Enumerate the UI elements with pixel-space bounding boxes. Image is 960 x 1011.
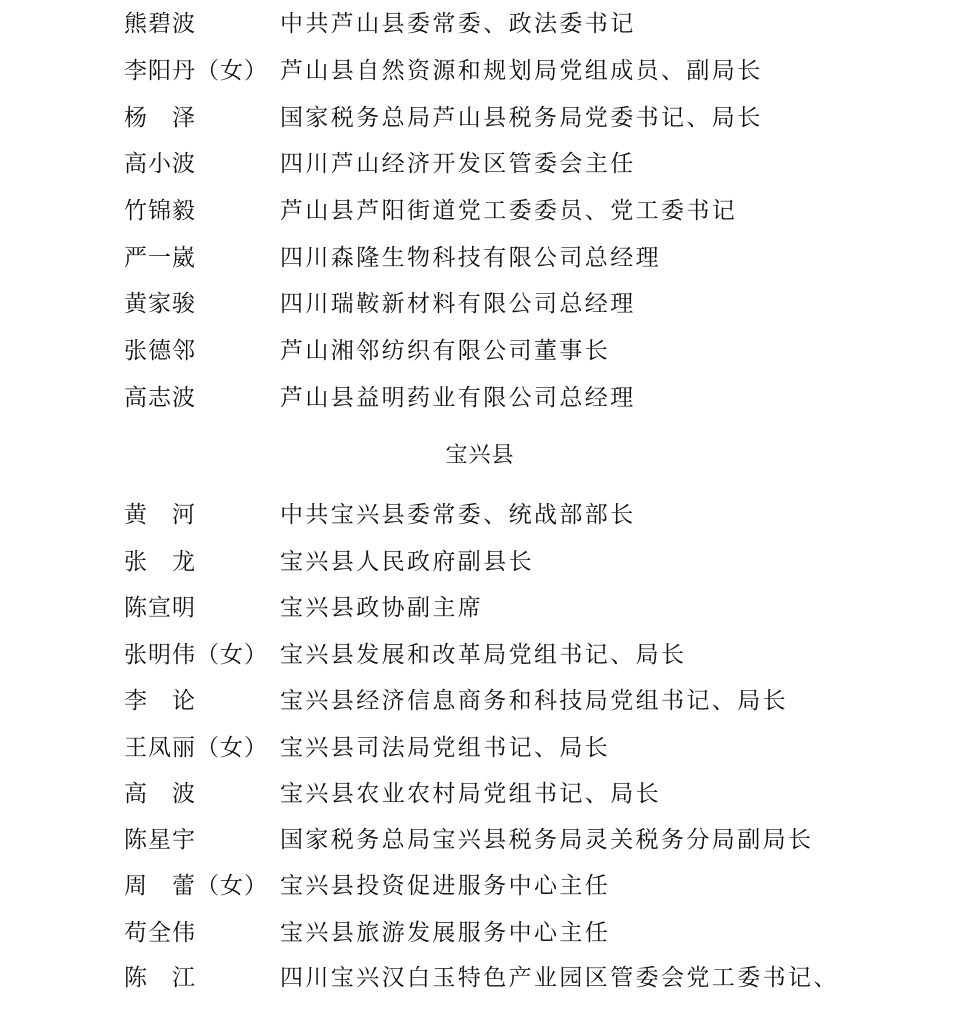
list-item	[0, 588, 960, 628]
person-title: 宝兴县司法局党组书记、局长	[280, 735, 611, 761]
list-item	[0, 635, 960, 675]
list-item	[0, 542, 960, 582]
list-item	[0, 284, 960, 324]
list-item	[0, 4, 960, 44]
person-name: 高志波	[124, 385, 196, 411]
person-name: 陈星宇	[124, 827, 196, 853]
person-name: 李 论	[124, 688, 196, 714]
person-name: 苟全伟	[124, 920, 196, 946]
list-item	[0, 51, 960, 91]
person-title: 芦山县益明药业有限公司总经理	[280, 385, 636, 411]
person-name: 杨 泽	[124, 105, 196, 131]
person-title: 宝兴县政协副主席	[280, 595, 484, 621]
person-name: 张德邻	[124, 338, 196, 364]
person-title: 中共宝兴县委常委、统战部部长	[280, 502, 636, 528]
list-item	[0, 820, 960, 860]
person-title: 芦山县芦阳街道党工委委员、党工委书记	[280, 198, 738, 224]
person-title: 国家税务总局宝兴县税务局灵关税务分局副局长	[280, 827, 814, 853]
person-name: 李阳丹（女）	[124, 58, 268, 84]
person-name: 熊碧波	[124, 11, 196, 37]
list-item	[0, 728, 960, 768]
section-heading: 宝兴县	[445, 443, 515, 468]
list-item	[0, 774, 960, 814]
person-title: 宝兴县发展和改革局党组书记、局长	[280, 642, 687, 668]
person-title: 芦山湘邻纺织有限公司董事长	[280, 338, 611, 364]
person-name: 高小波	[124, 151, 196, 177]
list-item	[0, 144, 960, 184]
person-name: 高 波	[124, 781, 196, 807]
person-name: 黄家骏	[124, 291, 196, 317]
list-item	[0, 378, 960, 418]
list-item	[0, 191, 960, 231]
list-item	[0, 238, 960, 278]
person-name: 陈宣明	[124, 595, 196, 621]
person-title: 宝兴县经济信息商务和科技局党组书记、局长	[280, 688, 788, 714]
person-title: 四川瑞鞍新材料有限公司总经理	[280, 291, 636, 317]
person-title: 宝兴县投资促进服务中心主任	[280, 873, 611, 899]
person-name: 王凤丽（女）	[124, 735, 268, 761]
person-title: 国家税务总局芦山县税务局党委书记、局长	[280, 105, 763, 131]
person-title: 宝兴县人民政府副县长	[280, 549, 534, 575]
list-item	[0, 958, 960, 998]
list-item	[0, 681, 960, 721]
person-title: 宝兴县旅游发展服务中心主任	[280, 920, 611, 946]
person-name: 竹锦毅	[124, 198, 196, 224]
person-title: 四川森隆生物科技有限公司总经理	[280, 245, 661, 271]
person-title: 宝兴县农业农村局党组书记、局长	[280, 781, 661, 807]
list-item	[0, 98, 960, 138]
person-name: 周 蕾（女）	[124, 873, 268, 899]
list-item	[0, 913, 960, 953]
list-item	[0, 866, 960, 906]
list-item	[0, 331, 960, 371]
person-name: 张 龙	[124, 549, 196, 575]
person-title: 芦山县自然资源和规划局党组成员、副局长	[280, 58, 763, 84]
person-title: 四川芦山经济开发区管委会主任	[280, 151, 636, 177]
person-name: 陈 江	[124, 965, 196, 991]
person-name: 黄 河	[124, 502, 196, 528]
person-name: 严一崴	[124, 245, 196, 271]
person-title: 中共芦山县委常委、政法委书记	[280, 11, 636, 37]
list-item	[0, 495, 960, 535]
person-name: 张明伟（女）	[124, 642, 268, 668]
person-title: 四川宝兴汉白玉特色产业园区管委会党工委书记、	[280, 965, 839, 991]
